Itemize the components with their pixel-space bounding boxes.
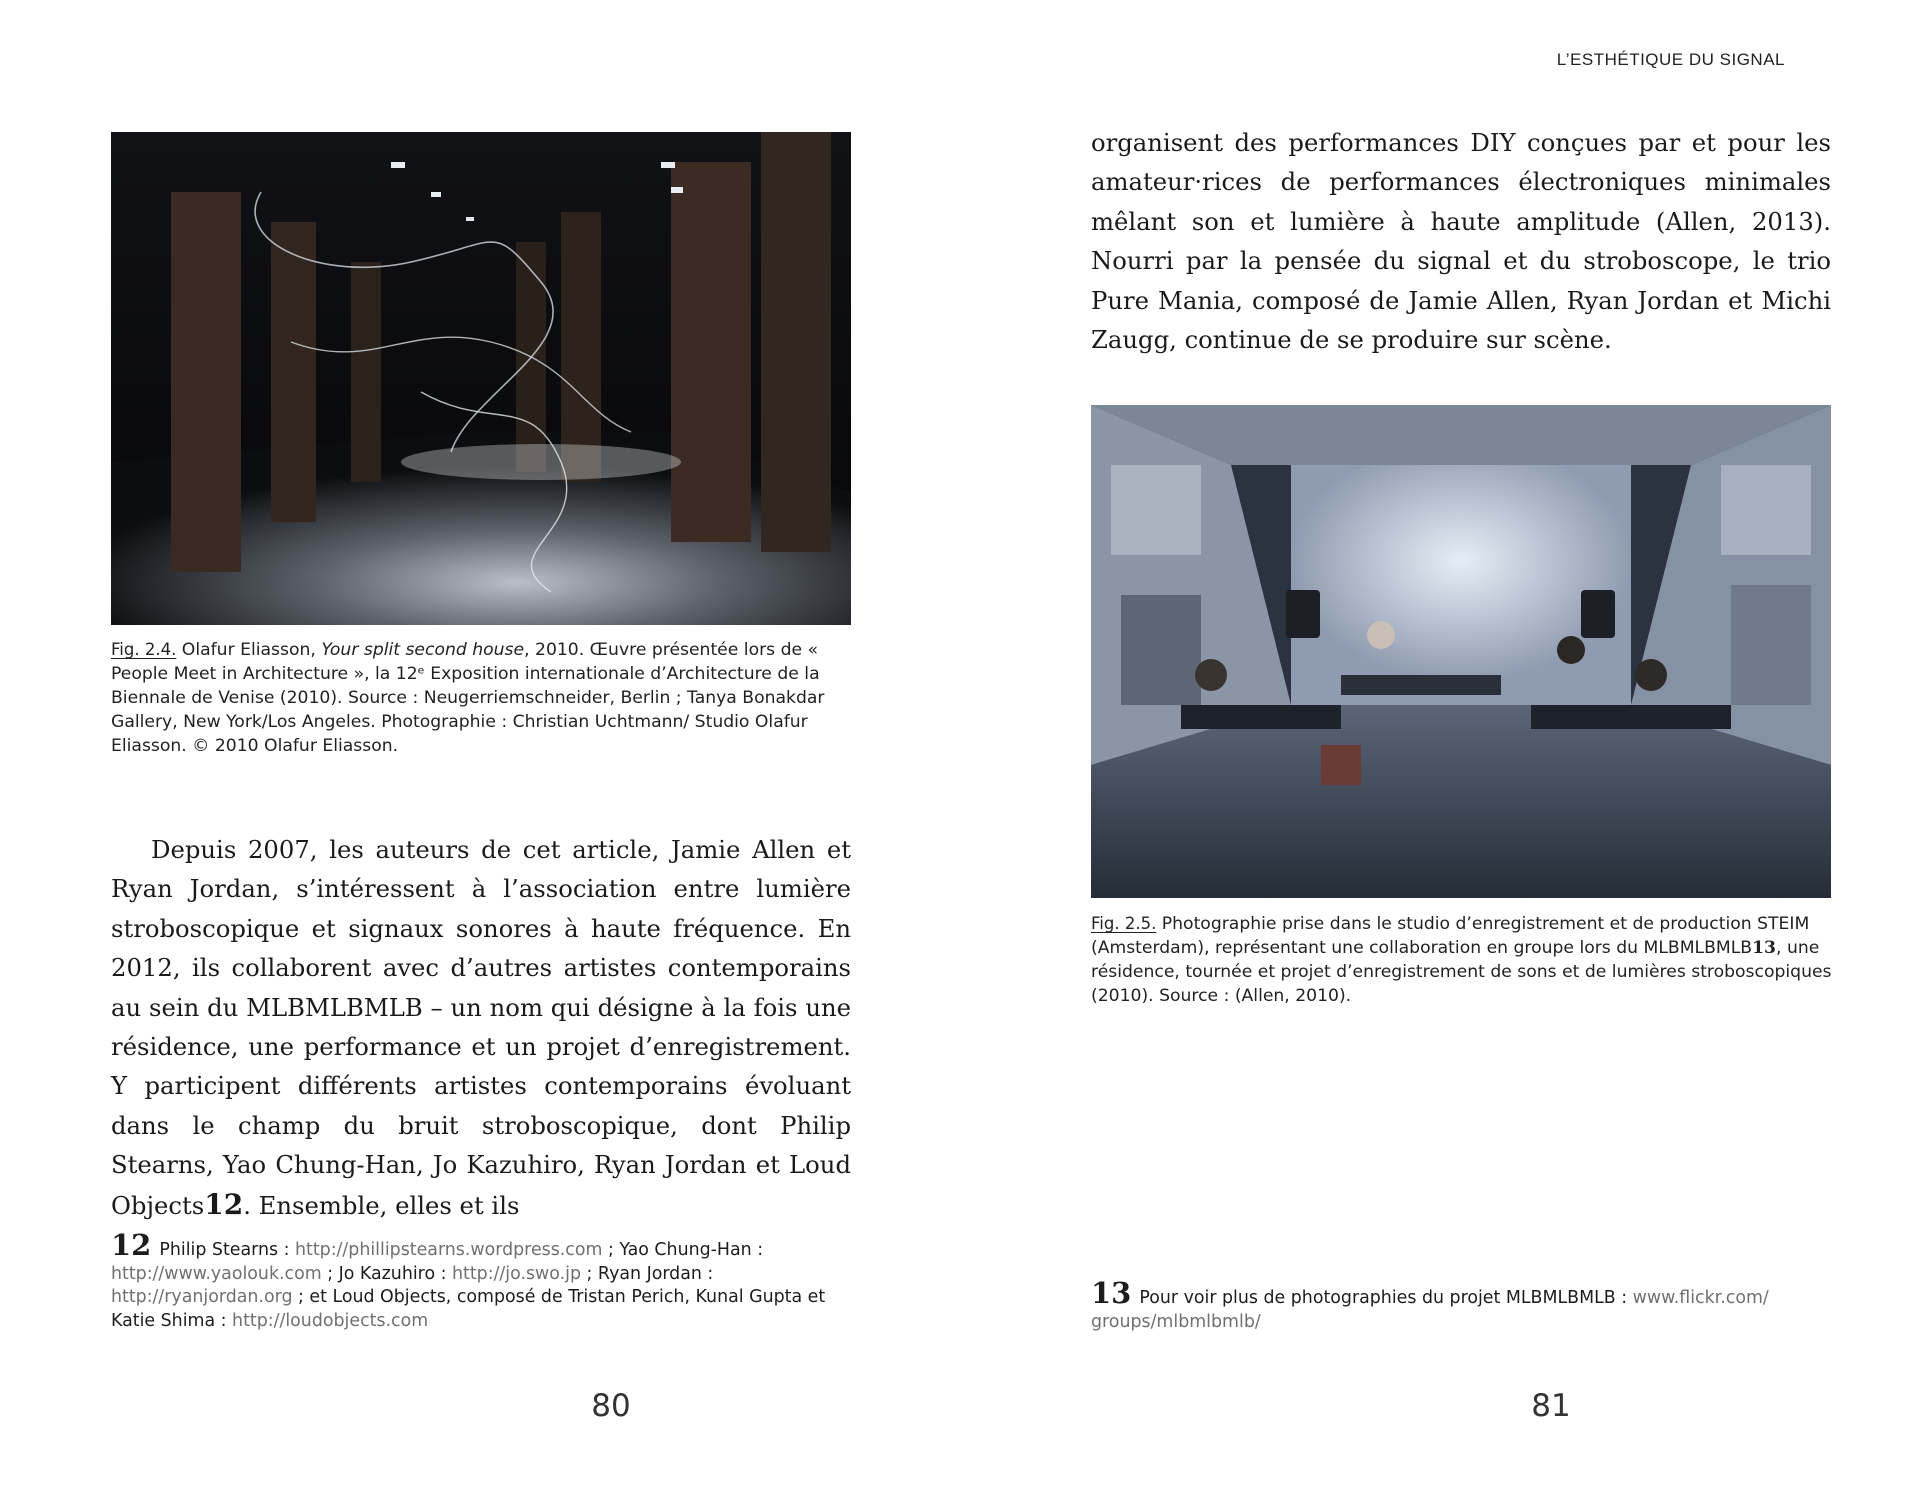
left-page bbox=[0, 0, 960, 1496]
figure-2-5-caption bbox=[1091, 912, 1836, 1008]
eliasson-installation-image bbox=[111, 132, 851, 625]
body-paragraph: organisent des performances DIY conçues par et pour les amateur·rices de performances électroniques minimales mêlant son et lumière à haute amplitude (Allen, 2013). Nourri par la pensée du signal et du stroboscope, le trio Pure Mania, composé de Jamie Allen, Ryan Jordan et Michi Zaugg, continue de se produire sur scène. bbox=[1091, 128, 1831, 355]
footnote-text: Pour voir plus de photographies du projet MLBMLBMLB : bbox=[1139, 1288, 1628, 1308]
running-head: L’ESTHÉTIQUE DU SIGNAL bbox=[1556, 50, 1785, 69]
figure-label: Fig. 2.5. bbox=[1091, 914, 1157, 933]
footnote-link[interactable]: www.flickr.com/ groups/mlbmlbmlb/ bbox=[1091, 1288, 1769, 1332]
figure-2-5-photo bbox=[1091, 405, 1831, 898]
footnote-12 bbox=[111, 1228, 861, 1333]
footnote-number: 13 bbox=[1091, 1276, 1132, 1310]
footnote-reference[interactable]: 12 bbox=[204, 1187, 244, 1221]
paragraph-text: . Ensemble, elles et ils bbox=[243, 1190, 520, 1220]
footnote-link[interactable]: http://loudobjects.com bbox=[232, 1310, 429, 1331]
caption-text: , 2010. Œuvre présentée lors de « People Meet in Architecture », la 12ᵉ Exposition internationale d’Architecture de la Biennale de Venise (2010). Source : Neugerriemschneider, Berlin ; Tanya Bonakdar Gallery, New York/Los Angeles. Photographie : Christian Uchtmann/ Studio Olafur Eliasson. © 2010 Olafur Eliasson. bbox=[111, 640, 825, 756]
figure-label: Fig. 2.4. bbox=[111, 640, 177, 659]
page-number: 80 bbox=[591, 1388, 631, 1424]
footnote-link[interactable]: http://phillipstearns.wordpress.com bbox=[295, 1240, 603, 1260]
artwork-title: Your split second house bbox=[321, 640, 525, 660]
paragraph-text: Depuis 2007, les auteurs de cet article, Jamie Allen et Ryan Jordan, s’intéressent à l’association entre lumière stroboscopique et signaux sonores à haute fréquence. En 2012, ils collaborent avec d’autres artistes contemporains au sein du MLBMLBMLB – un nom qui désigne à la fois une résidence, une performance et un projet d’enregistrement. Y participent différents artistes contemporains évoluant dans le champ du bruit stroboscopique, dont Philip Stearns, Yao Chung-Han, Jo Kazuhiro, Ryan Jordan et Loud Objects bbox=[111, 835, 851, 1220]
footnote-link[interactable]: http://www.yaolouk.com bbox=[111, 1263, 322, 1284]
steim-studio-image bbox=[1091, 405, 1831, 898]
footnote-text: ; Yao Chung-Han : bbox=[607, 1240, 764, 1260]
footnote-link[interactable]: http://ryanjordan.org bbox=[111, 1287, 293, 1307]
right-page bbox=[960, 0, 1920, 1496]
footnote-number: 12 bbox=[111, 1228, 152, 1262]
caption-text: Olafur Eliasson, bbox=[181, 640, 316, 660]
footnote-text: Philip Stearns : bbox=[159, 1240, 290, 1260]
caption-text: , une résidence, tournée et projet d’enregistrement de sons et de lumières stroboscopiques (2010). Source : (Allen, 2010). bbox=[1091, 938, 1832, 1006]
body-paragraph bbox=[111, 830, 851, 1225]
page-number: 81 bbox=[1531, 1388, 1571, 1424]
figure-2-4-caption bbox=[111, 638, 856, 758]
footnote-text: ; Jo Kazuhiro : bbox=[327, 1263, 447, 1284]
footnote-reference[interactable]: 13 bbox=[1752, 938, 1777, 958]
footnote-13 bbox=[1091, 1276, 1841, 1334]
footnote-text: ; Ryan Jordan : bbox=[586, 1263, 714, 1284]
footnote-link[interactable]: http://jo.swo.jp bbox=[452, 1263, 582, 1284]
caption-text: Photographie prise dans le studio d’enregistrement et de production STEIM (Amsterdam), représentant une collaboration en groupe lors du MLBMLBMLB bbox=[1091, 914, 1810, 958]
footnote-text: ; et Loud Objects, composé de Tristan Perich, Kunal Gupta et Katie Shima : bbox=[111, 1287, 826, 1331]
figure-2-4-photo bbox=[111, 132, 851, 625]
